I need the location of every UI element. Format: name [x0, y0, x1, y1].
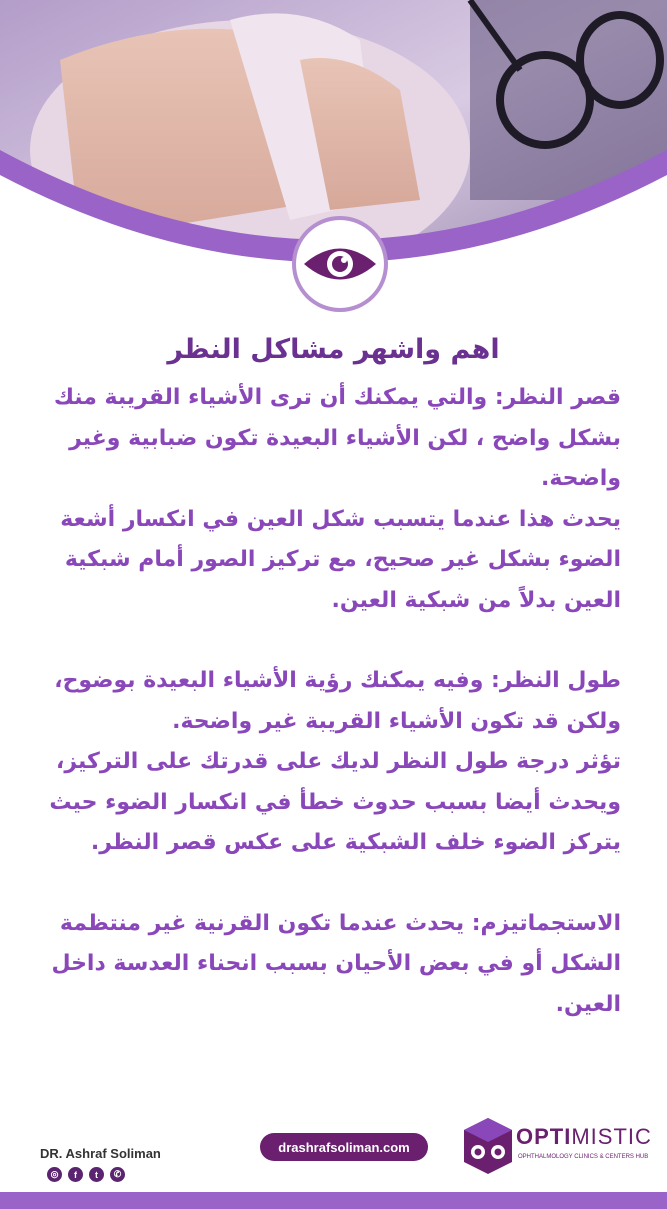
spacer	[31, 621, 621, 661]
paragraph-hyperopia-cause: تؤثر درجة طول النظر لديك على قدرتك على التركيز، ويحدث أيضا بسبب حدوث خطأ في انكسار الضوء حيث يتركز الضوء خلف الشبكية على عكس قصر النظر.	[49, 749, 621, 855]
spacer	[31, 864, 621, 904]
website-link[interactable]: drashrafsoliman.com	[260, 1133, 428, 1161]
doctor-name: DR. Ashraf Soliman	[40, 1146, 161, 1161]
page-title: اهم واشهر مشاكل النظر	[167, 334, 500, 365]
eye-icon	[302, 241, 378, 287]
logo-cube-icon	[462, 1116, 514, 1178]
paragraph-myopia: قصر النظر: والتي يمكنك أن ترى الأشياء القريبة منك بشكل واضح ، لكن الأشياء البعيدة تكون ضبابية وغير واضحة.	[53, 385, 621, 491]
article-body	[31, 378, 621, 1025]
eye-badge	[296, 220, 384, 308]
bottom-bar	[0, 1192, 667, 1209]
logo-wordmark: OPTIMISTIC	[516, 1124, 652, 1149]
paragraph-astigmatism: الاستجماتيزم: يحدث عندما تكون القرنية غير منتظمة الشكل أو في بعض الأحيان بسبب انحناء العدسة داخل العين.	[51, 910, 621, 1017]
whatsapp-icon[interactable]: ✆	[110, 1167, 125, 1182]
facebook-icon[interactable]: f	[68, 1167, 83, 1182]
optimistic-logo	[462, 1114, 652, 1180]
twitter-icon[interactable]: t	[89, 1167, 104, 1182]
social-icons	[47, 1167, 125, 1182]
instagram-icon[interactable]: ◎	[47, 1167, 62, 1182]
paragraph-myopia-cause: يحدث هذا عندما يتسبب شكل العين في انكسار أشعة الضوء بشكل غير صحيح، مع تركيز الصور أمام شبكية العين بدلاً من شبكية العين.	[60, 506, 621, 613]
logo-tagline: OPHTHALMOLOGY CLINICS & CENTERS HUB	[518, 1154, 649, 1160]
paragraph-hyperopia: طول النظر: وفيه يمكنك رؤية الأشياء البعيدة بوضوح، ولكن قد تكون الأشياء القريبة غير واضحة.	[54, 668, 621, 734]
